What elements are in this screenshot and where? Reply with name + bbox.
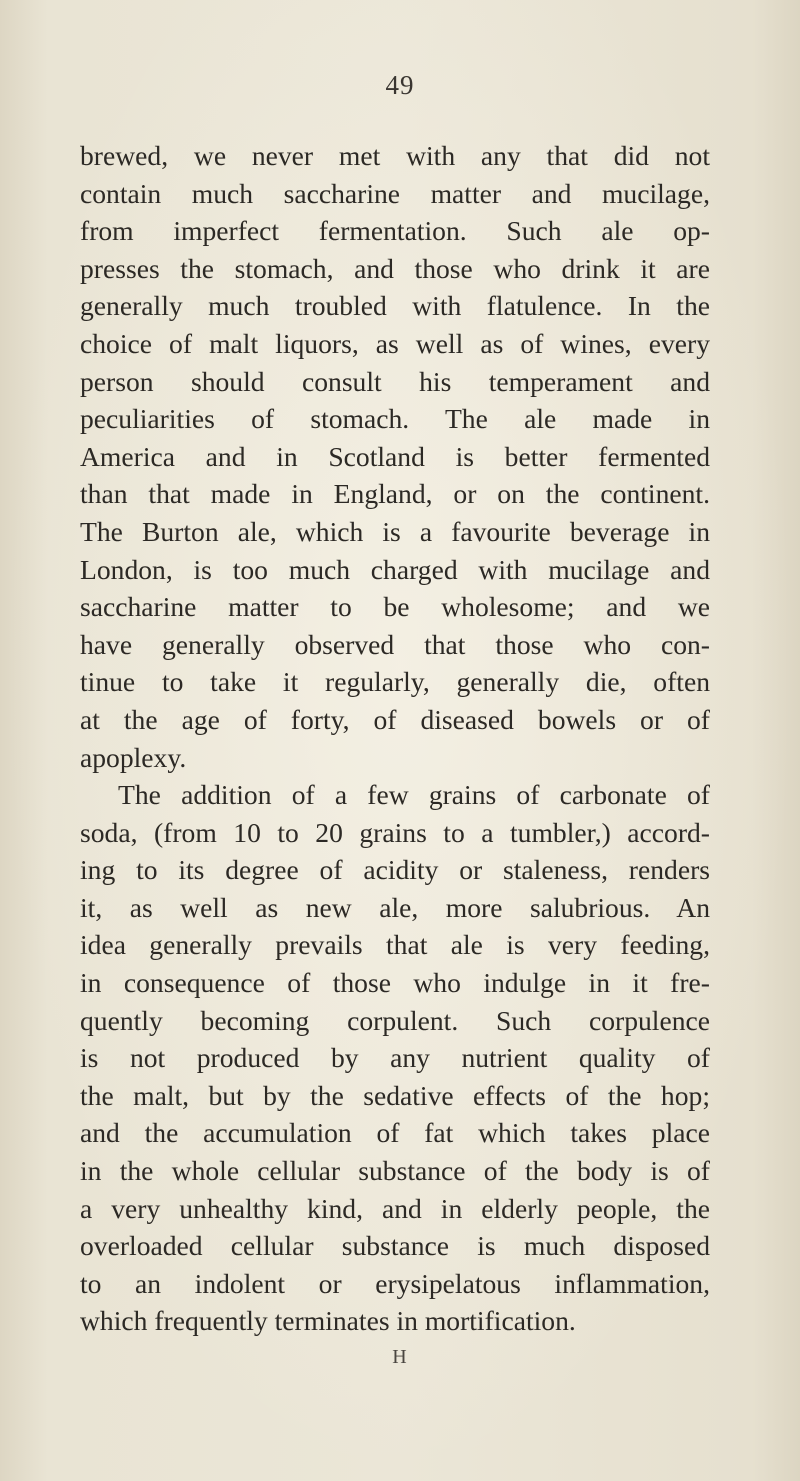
text-line: brewed, we never met with any that did not bbox=[80, 140, 710, 171]
text-line: idea generally prevails that ale is very feeding, bbox=[80, 929, 710, 961]
text-line: saccharine matter to be wholesome; and we bbox=[80, 591, 710, 623]
text-line: The Burton ale, which is a favourite beverage in bbox=[80, 515, 710, 547]
text-line: choice of malt liquors, as well as of wines, every bbox=[80, 327, 710, 359]
text-line: London, is too much charged with mucilage and bbox=[80, 553, 710, 585]
text-line: in the whole cellular substance of the body is of bbox=[80, 1155, 710, 1187]
text-line: at the age of forty, of diseased bowels or of bbox=[80, 703, 710, 735]
text-line: than that made in England, or on the continent. bbox=[80, 478, 710, 510]
paragraph-end-line: which frequently terminates in mortification. bbox=[80, 1305, 576, 1337]
text-line: quently becoming corpulent. Such corpulence bbox=[80, 1004, 710, 1036]
text-line: presses the stomach, and those who drink it are bbox=[80, 252, 710, 284]
text-line: ing to its degree of acidity or staleness, renders bbox=[80, 854, 710, 886]
signature-mark: H bbox=[392, 1346, 408, 1368]
paragraph-end-line: apoplexy. bbox=[80, 741, 187, 773]
paragraph-start-line: The addition of a few grains of carbonate of bbox=[118, 779, 710, 811]
text-line: generally much troubled with flatulence. In the bbox=[80, 290, 710, 322]
text-line: have generally observed that those who con- bbox=[80, 628, 710, 660]
text-line: to an indolent or erysipelatous inflammation, bbox=[80, 1267, 710, 1299]
text-line: a very unhealthy kind, and in elderly people, the bbox=[80, 1192, 710, 1224]
page-number: 49 bbox=[385, 70, 415, 100]
text-line: in consequence of those who indulge in it fre- bbox=[80, 967, 710, 999]
text-line: overloaded cellular substance is much disposed bbox=[80, 1230, 710, 1262]
text-line: contain much saccharine matter and mucilage, bbox=[80, 177, 710, 209]
text-line: person should consult his temperament and bbox=[80, 365, 710, 397]
text-line: the malt, but by the sedative effects of the hop; bbox=[80, 1079, 710, 1111]
text-line: peculiarities of stomach. The ale made in bbox=[80, 403, 710, 435]
text-line: America and in Scotland is better fermented bbox=[80, 440, 710, 472]
text-line: is not produced by any nutrient quality of bbox=[80, 1042, 710, 1074]
body-text bbox=[80, 137, 710, 1340]
text-line: and the accumulation of fat which takes place bbox=[80, 1117, 710, 1149]
text-line: it, as well as new ale, more salubrious. An bbox=[80, 891, 710, 923]
text-line: tinue to take it regularly, generally die, often bbox=[80, 666, 710, 698]
text-line: from imperfect fermentation. Such ale op- bbox=[80, 215, 710, 247]
text-line: soda, (from 10 to 20 grains to a tumbler,) accord- bbox=[80, 816, 710, 848]
